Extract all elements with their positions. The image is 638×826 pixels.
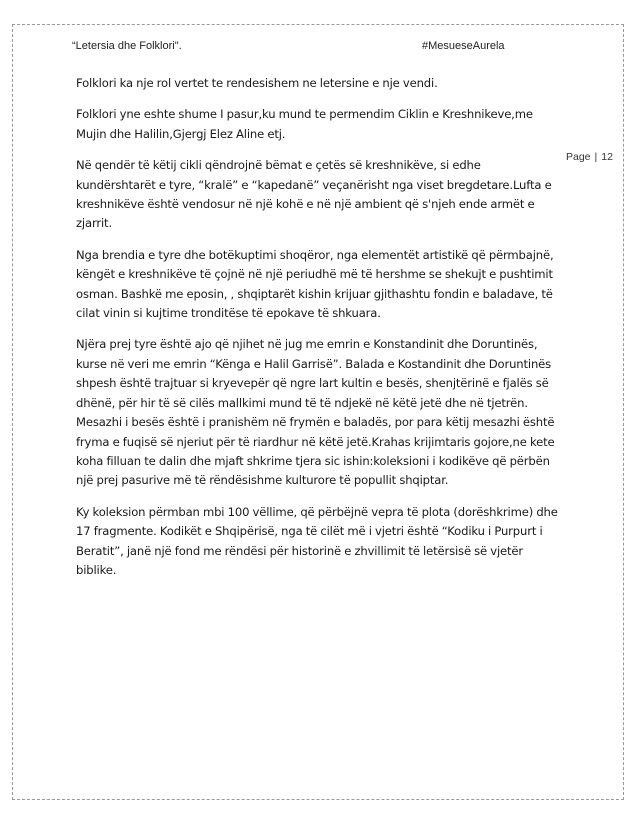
page-number-separator: | [594,151,598,163]
paragraph-1: Folklori ka nje rol vertet te rendesishem ne letersine e nje vendi. [76,76,438,90]
header-hashtag: #MesueseAurela [422,40,505,52]
page-number-value: 12 [601,151,613,163]
paragraph-5: Njëra prej tyre është ajo që njihet në jug me emrin e Konstandinit dhe Doruntinës, kurse në veri me emrin “Kënga e Halil Garrisë”. Balada e Kostandinit dhe Doruntinës shpesh është trajtuar si kryevepër që ngre lart kultin e besës, shenjtërinë e fjalës së dhënë, për hir të së cilës mallkimi mund të të ndjekë në këtë jetë dhe në tjetrën. Mesazhi i besës është i pranishëm në frymën e baladës, por para këtij mesazhi është fryma e fuqisë së njeriut për të riardhur në këtë jetë.Krahas krijimtaris gojore,ne kete koha filluan te dalin dhe mjaft shkrime tjera sic ishin:koleksioni i kodikëve që përbën një prej pasurive më të rëndësishme kulturore të popullit shqiptar. [76,337,555,488]
header-title: “Letersia dhe Folklori". [72,40,182,52]
paragraph-4: Nga brendia e tyre dhe botëkuptimi shoqëror, nga elementët artistikë që përmbajnë, këngët e kreshnikëve të çojnë në një periudhë më të hershme se shekujt e pushtimit osman. Bashkë me eposin, , shqiptarët kishin krijuar gjithashtu fondin e baladave, të cilat vinin si kujtime tronditëse të epokave të shkuara. [76,247,554,321]
document-body [76,74,562,592]
page-number [566,151,613,163]
page-number-label: Page [566,151,591,163]
paragraph-2: Folklori yne eshte shume I pasur,ku mund te permendim Ciklin e Kreshnikeve,me Mujin dhe Halilin,Gjergj Elez Aline etj. [76,107,533,141]
paragraph-6: Ky koleksion përmban mbi 100 vëllime, që përbëjnë vepra të plota (dorëshkrime) dhe 17 fragmente. Kodikët e Shqipërisë, nga të cilët më i vjetri është “Kodiku i Purpurt i Beratit”, janë një fond me rëndësi për historinë e zhvillimit të letërsisë së vjetër biblike. [76,504,558,577]
page-header [72,40,572,56]
paragraph-3: Në qendër të këtij cikli qëndrojnë bëmat e çetës së kreshnikëve, si edhe kundërshtarët e tyre, “kralë” e “kapedanë” veçanërisht nga viset bregdetare.Lufta e kreshnikëve është vendosur në një kohë e në një ambient që s'njeh ende armët e zjarrit. [76,158,552,231]
